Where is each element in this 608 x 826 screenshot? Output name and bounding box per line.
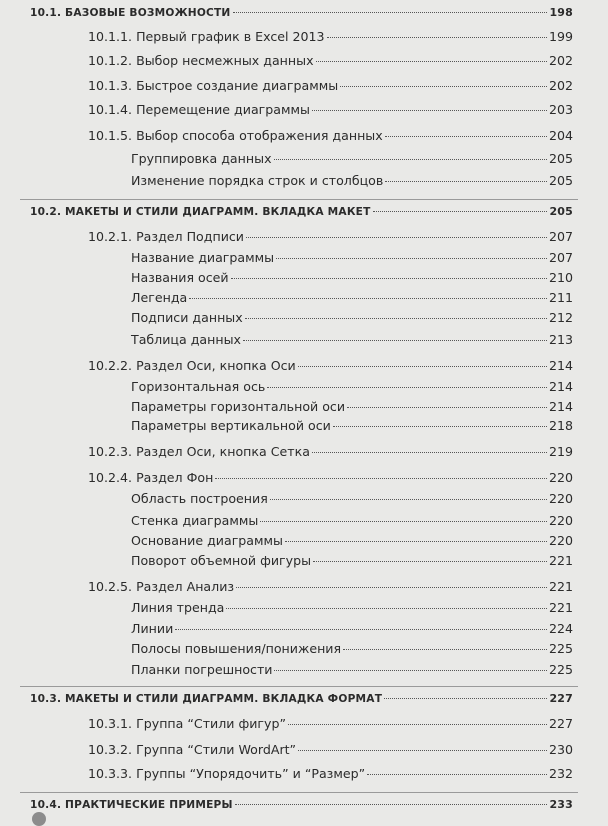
- toc-entry-title: 10.3.1. Группа “Стили фигур”: [88, 716, 286, 731]
- toc-entry-title: 10.2. МАКЕТЫ И СТИЛИ ДИАГРАММ. ВКЛАДКА МАКЕТ: [30, 206, 371, 218]
- toc-entry-title: 10.2.5. Раздел Анализ: [88, 579, 235, 594]
- toc-item-entry: [131, 173, 573, 195]
- toc-entry-title: 10.3. МАКЕТЫ И СТИЛИ ДИАГРАММ. ВКЛАДКА ФОРМАТ: [30, 693, 383, 705]
- toc-item-entry: [131, 250, 573, 272]
- toc-entry-title: Линии: [131, 621, 174, 636]
- toc-item-entry: [131, 553, 573, 575]
- toc-subsection-entry: [88, 358, 573, 380]
- toc-entry-page-number: 205: [549, 205, 573, 218]
- toc-entry-title: Подписи данных: [131, 310, 243, 325]
- toc-entry-page-number: 221: [548, 600, 573, 615]
- toc-entry-page-number: 214: [548, 379, 573, 394]
- toc-entry-title: 10.3.2. Группа “Стили WordArt”: [88, 742, 297, 757]
- toc-subsection-entry: [88, 579, 573, 601]
- toc-entry-title: Область построения: [131, 491, 268, 506]
- toc-subsection-entry: [88, 470, 573, 492]
- toc-section-entry: [30, 205, 573, 227]
- dot-leader: [175, 628, 547, 630]
- toc-entry-title: 10.1.3. Быстрое создание диаграммы: [88, 78, 339, 93]
- toc-item-entry: [131, 270, 573, 292]
- dot-leader: [298, 749, 547, 751]
- dot-leader: [333, 425, 547, 427]
- toc-entry-title: Основание диаграммы: [131, 533, 283, 548]
- toc-item-entry: [131, 310, 573, 332]
- toc-subsection-entry: [88, 229, 573, 251]
- toc-entry-page-number: 214: [548, 399, 573, 414]
- toc-subsection-entry: [88, 766, 573, 788]
- toc-entry-page-number: 212: [548, 310, 573, 325]
- toc-entry-page-number: 225: [548, 662, 573, 677]
- toc-section-entry: [30, 692, 573, 714]
- toc-subsection-entry: [88, 102, 573, 124]
- dot-leader: [285, 540, 547, 542]
- dot-leader: [270, 498, 547, 500]
- toc-entry-page-number: 205: [548, 173, 573, 188]
- dot-leader: [385, 180, 547, 182]
- toc-entry-title: 10.1. БАЗОВЫЕ ВОЗМОЖНОСТИ: [30, 7, 231, 19]
- toc-entry-page-number: 233: [549, 798, 573, 811]
- toc-subsection-entry: [88, 444, 573, 466]
- toc-entry-page-number: 221: [548, 579, 573, 594]
- toc-entry-title: Параметры горизонтальной оси: [131, 399, 346, 414]
- toc-item-entry: [131, 332, 573, 354]
- toc-entry-title: 10.2.4. Раздел Фон: [88, 470, 214, 485]
- toc-item-entry: [131, 641, 573, 663]
- toc-entry-title: Названия осей: [131, 270, 229, 285]
- toc-entry-title: 10.2.3. Раздел Оси, кнопка Сетка: [88, 444, 310, 459]
- toc-entry-page-number: 213: [548, 332, 573, 347]
- dot-leader: [235, 803, 548, 805]
- toc-entry-title: Изменение порядка строк и столбцов: [131, 173, 384, 188]
- toc-entry-title: 10.1.5. Выбор способа отображения данных: [88, 128, 383, 143]
- dot-leader: [385, 135, 547, 137]
- toc-entry-title: Легенда: [131, 290, 188, 305]
- dot-leader: [260, 520, 547, 522]
- toc-item-entry: [131, 533, 573, 555]
- toc-entry-page-number: 219: [548, 444, 573, 459]
- dot-leader: [288, 723, 547, 725]
- toc-item-entry: [131, 151, 573, 173]
- toc-entry-page-number: 204: [548, 128, 573, 143]
- dot-leader: [367, 773, 547, 775]
- toc-entry-page-number: 199: [548, 29, 573, 44]
- toc-entry-title: Горизонтальная ось: [131, 379, 266, 394]
- toc-entry-title: Стенка диаграммы: [131, 513, 259, 528]
- toc-entry-page-number: 207: [548, 229, 573, 244]
- toc-entry-page-number: 202: [548, 78, 573, 93]
- toc-entry-title: Полосы повышения/понижения: [131, 641, 342, 656]
- toc-entry-page-number: 214: [548, 358, 573, 373]
- toc-item-entry: [131, 290, 573, 312]
- toc-entry-title: Линия тренда: [131, 600, 225, 615]
- toc-subsection-entry: [88, 716, 573, 738]
- toc-entry-title: 10.4. ПРАКТИЧЕСКИЕ ПРИМЕРЫ: [30, 799, 233, 811]
- dot-leader: [226, 607, 547, 609]
- toc-entry-title: 10.1.2. Выбор несмежных данных: [88, 53, 314, 68]
- toc-entry-page-number: 220: [548, 491, 573, 506]
- dot-leader: [343, 648, 547, 650]
- toc-entry-page-number: 220: [548, 470, 573, 485]
- toc-entry-page-number: 218: [548, 418, 573, 433]
- dot-leader: [347, 406, 547, 408]
- dot-leader: [313, 560, 547, 562]
- dot-leader: [276, 257, 547, 259]
- toc-entry-title: 10.2.1. Раздел Подписи: [88, 229, 244, 244]
- dot-leader: [236, 586, 547, 588]
- dot-leader: [215, 477, 547, 479]
- toc-entry-page-number: 225: [548, 641, 573, 656]
- page-edge-mark: [32, 812, 46, 826]
- toc-item-entry: [131, 418, 573, 440]
- toc-entry-page-number: 210: [548, 270, 573, 285]
- section-divider: [20, 792, 578, 793]
- toc-entry-page-number: 224: [548, 621, 573, 636]
- dot-leader: [312, 109, 547, 111]
- toc-section-entry: [30, 798, 573, 820]
- dot-leader: [340, 85, 547, 87]
- toc-entry-page-number: 211: [548, 290, 573, 305]
- toc-entry-title: 10.3.3. Группы “Упорядочить” и “Размер”: [88, 766, 366, 781]
- dot-leader: [373, 210, 548, 212]
- toc-subsection-entry: [88, 128, 573, 150]
- toc-item-entry: [131, 662, 573, 684]
- toc-entry-title: Таблица данных: [131, 332, 241, 347]
- toc-entry-page-number: 232: [548, 766, 573, 781]
- toc-entry-title: Параметры вертикальной оси: [131, 418, 331, 433]
- toc-entry-page-number: 202: [548, 53, 573, 68]
- toc-entry-title: Планки погрешности: [131, 662, 273, 677]
- toc-entry-page-number: 220: [548, 513, 573, 528]
- dot-leader: [231, 277, 547, 279]
- dot-leader: [267, 386, 547, 388]
- dot-leader: [298, 365, 547, 367]
- section-divider: [20, 199, 578, 200]
- toc-subsection-entry: [88, 29, 573, 51]
- toc-item-entry: [131, 513, 573, 535]
- toc-entry-title: 10.1.1. Первый график в Excel 2013: [88, 29, 325, 44]
- toc-entry-page-number: 227: [549, 692, 573, 705]
- toc-entry-title: 10.2.2. Раздел Оси, кнопка Оси: [88, 358, 296, 373]
- toc-entry-title: Группировка данных: [131, 151, 272, 166]
- toc-section-entry: [30, 6, 573, 28]
- dot-leader: [274, 669, 546, 671]
- toc-entry-page-number: 221: [548, 553, 573, 568]
- toc-subsection-entry: [88, 53, 573, 75]
- toc-item-entry: [131, 491, 573, 513]
- toc-entry-page-number: 198: [549, 6, 573, 19]
- dot-leader: [274, 158, 547, 160]
- dot-leader: [312, 451, 547, 453]
- toc-subsection-entry: [88, 78, 573, 100]
- toc-entry-page-number: 227: [548, 716, 573, 731]
- toc-entry-page-number: 230: [548, 742, 573, 757]
- dot-leader: [384, 697, 547, 699]
- dot-leader: [246, 236, 547, 238]
- toc-entry-page-number: 220: [548, 533, 573, 548]
- dot-leader: [189, 297, 547, 299]
- toc-subsection-entry: [88, 742, 573, 764]
- toc-item-entry: [131, 379, 573, 401]
- dot-leader: [327, 36, 547, 38]
- toc-item-entry: [131, 621, 573, 643]
- dot-leader: [245, 317, 547, 319]
- toc-item-entry: [131, 600, 573, 622]
- dot-leader: [243, 339, 547, 341]
- dot-leader: [233, 11, 548, 13]
- toc-entry-page-number: 205: [548, 151, 573, 166]
- toc-entry-page-number: 203: [548, 102, 573, 117]
- toc-entry-page-number: 207: [548, 250, 573, 265]
- toc-entry-title: Поворот объемной фигуры: [131, 553, 312, 568]
- toc-entry-title: Название диаграммы: [131, 250, 275, 265]
- dot-leader: [316, 60, 547, 62]
- section-divider: [20, 686, 578, 687]
- toc-entry-title: 10.1.4. Перемещение диаграммы: [88, 102, 310, 117]
